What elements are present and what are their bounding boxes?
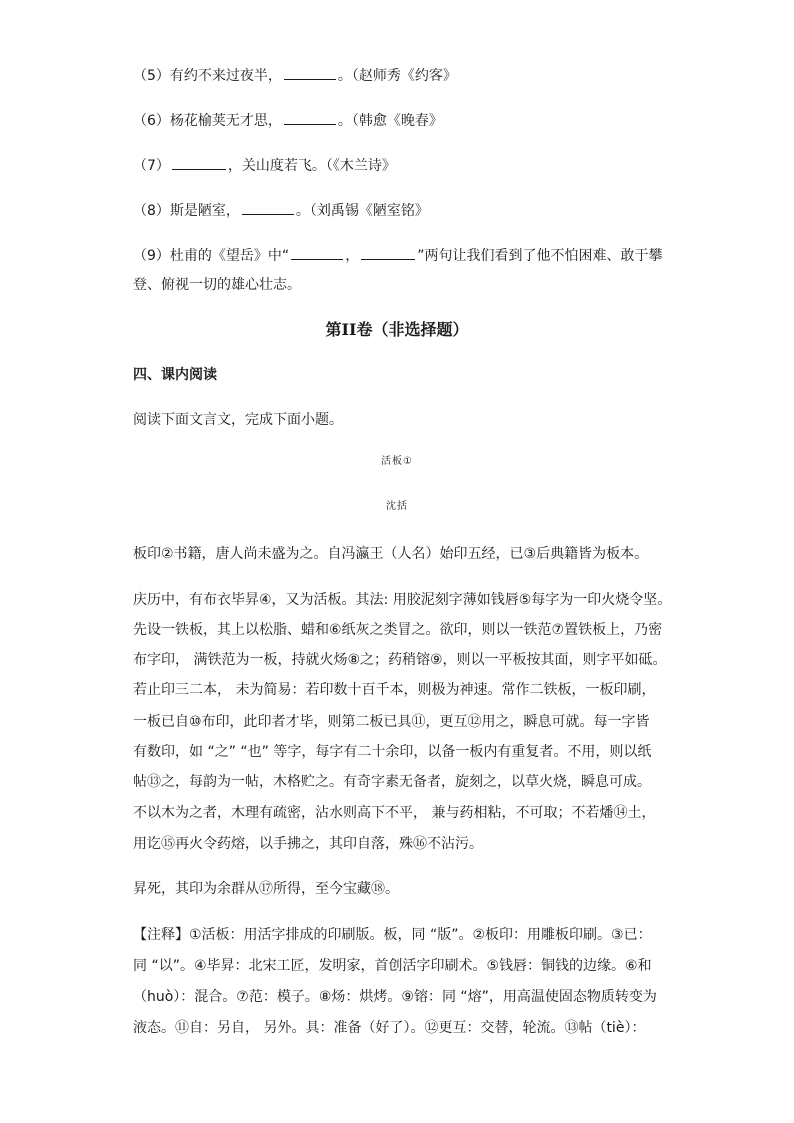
article-paragraph-3: 昇死，其印为余群从⑰所得，至今宝藏⑱。 — [133, 881, 399, 897]
poem-line: 斯是陋室， — [169, 203, 240, 219]
question-number: （7） — [133, 158, 170, 174]
note-line: 液态。⑪自：另自， 另外。具：准备（好了）。⑫更互：交替，轮流。⑬帖（tiè）： — [133, 1020, 646, 1036]
question-9 — [133, 245, 662, 266]
note-line: 【注释】①活板：用活字排成的印刷版。板，同 “版”。②板印：用雕板印刷。③已： — [133, 927, 652, 943]
article-line: 有数印，如 “之” “也” 等字，每字有二十余印，以备一板内有重复者。不用，则以纸 — [133, 744, 652, 760]
poem-text: ”两句让我们看到了他不怕困难、敢于攀 — [417, 248, 663, 264]
answer-blank[interactable] — [284, 110, 336, 125]
note-line: （huò）：混合。⑦范：模子。⑧炀：烘烤。⑨镕：同 “熔”，用高温使固态物质转变为 — [133, 989, 657, 1005]
poem-line: 杨花榆荚无才思， — [169, 113, 282, 129]
part-heading: 四、课内阅读 — [133, 367, 217, 383]
question-number: （8） — [133, 203, 170, 219]
question-number: （6） — [133, 113, 170, 129]
section-title: 第II卷（非选择题） — [325, 320, 469, 339]
question-9-continued: 登、俯视一切的雄心壮志。 — [133, 277, 301, 293]
question-8 — [133, 200, 429, 221]
poem-source: 。（赵师秀《约客》 — [337, 68, 457, 84]
article-line: 一板已自⑩布印，此印者才毕，则第二板已具⑪，更互⑫用之，瞬息可就。每一字皆 — [133, 714, 650, 730]
article-line: 不以木为之者，木理有疏密，沾水则高下不平， 兼与药相粘，不可取；不若燔⑭土， — [133, 805, 656, 821]
instruction: 阅读下面文言文，完成下面小题。 — [133, 412, 343, 428]
question-number: （9） — [133, 248, 170, 264]
poem-text: 杜甫的《望岳》中“ — [169, 248, 290, 264]
note-line: 同 “以”。④毕昇：北宋工匠，发明家，首创活字印刷术。⑤钱唇：铜钱的边缘。⑥和 — [133, 958, 652, 974]
article-author: 沈括 — [386, 501, 408, 512]
article-line: 先设一铁板，其上以松脂、蜡和⑥纸灰之类冒之。欲印，则以一铁范⑦置铁板上，乃密 — [133, 622, 663, 638]
answer-blank[interactable] — [242, 200, 294, 215]
poem-source: 。（韩愈《晚春》 — [337, 113, 443, 129]
poem-line: ，关山度若飞。（《木兰诗》 — [227, 158, 396, 174]
article-line: 若止印三二本， 未为简易：若印数十百千本，则极为神速。常作二铁板，一板印刷， — [133, 682, 656, 698]
question-5 — [133, 65, 457, 86]
poem-line: 有约不来过夜半， — [169, 68, 282, 84]
article-line: 用讫⑮再火令药熔，以手拂之，其印自落，殊⑯不沾污。 — [133, 836, 483, 852]
article-title: 活板① — [381, 456, 413, 467]
article-line: 帖⑬之，每韵为一帖，木格贮之。有奇字素无备者，旋刻之，以草火烧，瞬息可成。 — [133, 774, 651, 790]
poem-source: 。（刘禹锡《陋室铭》 — [295, 203, 429, 219]
question-6 — [133, 110, 443, 131]
article-paragraph-1: 板印②书籍，唐人尚未盛为之。自冯瀛王（人名）始印五经，已③后典籍皆为板本。 — [133, 546, 649, 562]
answer-blank[interactable] — [361, 245, 415, 260]
question-7 — [133, 155, 396, 176]
answer-blank[interactable] — [291, 245, 343, 260]
answer-blank[interactable] — [172, 155, 226, 170]
question-number: （5） — [133, 68, 170, 84]
answer-blank[interactable] — [284, 65, 336, 80]
article-line: 布字印， 满铁范为一板，持就火炀⑧之；药稍镕⑨，则以一平板按其面，则字平如砥。 — [133, 652, 667, 668]
poem-text: ， — [345, 248, 360, 264]
article-line: 庆历中，有布衣毕昇④，又为活板。其法: 用胶泥刻字薄如钱唇⑤每字为一印火烧令坚。 — [133, 592, 672, 608]
